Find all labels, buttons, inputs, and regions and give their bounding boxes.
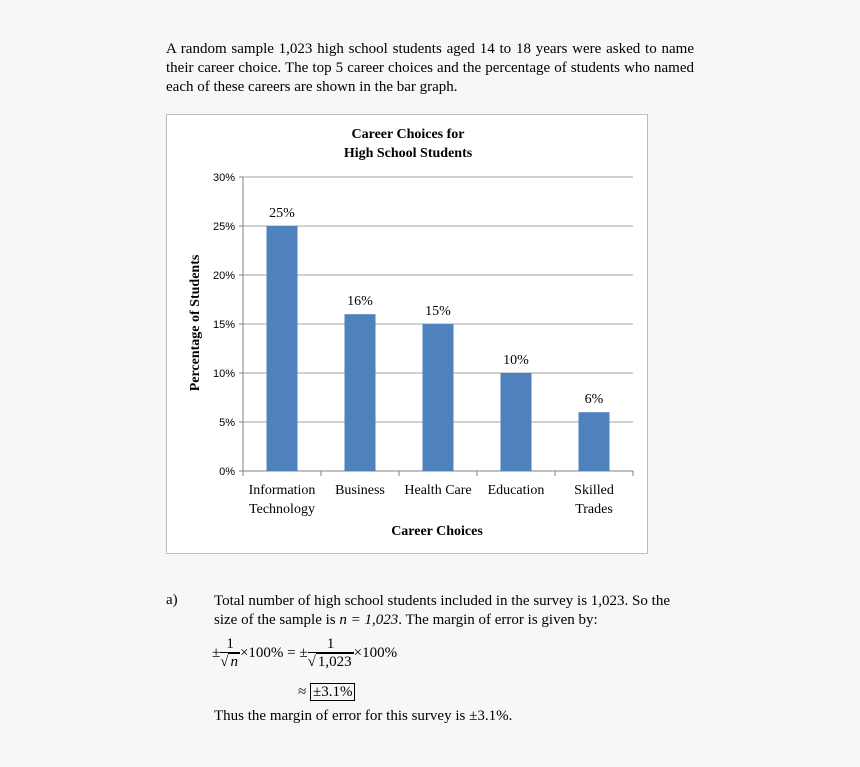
y-tick-label: 10% [212,368,235,380]
conclusion-text: Thus the margin of error for this survey is [214,708,466,724]
y-tick-label: 15% [212,319,235,331]
times-100: ×100% [353,644,398,661]
data-label: 10% [503,353,529,368]
x-tick-label: Education [487,483,545,498]
approx-sign: ≈ [298,684,307,700]
denominator: √ n [220,654,238,670]
bar [423,324,454,471]
denominator: √ 1,023 [307,654,352,670]
conclusion-period: . [508,708,513,724]
numerator: 1 [308,636,354,653]
bar [501,373,532,471]
y-tick-label: 0% [219,466,235,478]
bar [267,226,298,471]
bar-chart-frame [166,114,648,554]
margin-formula [212,636,397,671]
y-tick-label: 30% [212,172,235,184]
conclusion [214,708,512,725]
x-tick-label: Information [248,483,316,498]
y-axis-label: Percentage of Students [188,254,203,392]
sample-size: n = 1,023 [339,612,399,628]
x-tick-label: Skilled [574,483,614,498]
x-tick-label: Technology [249,502,315,517]
y-tick-label: 5% [219,417,235,429]
approx-result [298,684,355,701]
data-label: 16% [347,294,373,310]
bar [579,412,610,471]
x-tick-label: Trades [575,502,613,517]
x-tick-label: Business [335,483,385,498]
y-tick-label: 20% [212,270,235,282]
numerator: 1 [220,636,240,653]
plus-minus: ± [212,644,221,661]
sqrt-1023: 1,023 [317,654,352,670]
times-100-equals: ×100% = ± [239,644,308,661]
x-axis-label: Career Choices [391,524,483,539]
fraction-sqrt-1023 [308,636,354,671]
chart-title-line: High School Students [343,146,473,161]
solution-sentence: Total number of high school students included in the survey is 1,023. So the size of the sample is [214,593,670,628]
data-label: 6% [584,392,604,408]
sqrt-n: n [230,654,238,670]
data-label: 15% [425,304,451,319]
part-label: a) [166,592,178,608]
bar-chart [167,115,649,555]
y-tick-label: 25% [212,221,235,233]
result-box: ±3.1% [310,683,355,701]
conclusion-value: ±3.1% [469,708,509,724]
fraction-sqrt-n [220,636,240,671]
data-label: 25% [269,206,295,221]
bar [345,314,376,471]
solution-text [214,592,694,630]
intro-paragraph: A random sample 1,023 high school students aged 14 to 18 years were asked to name their career choice. The top 5 career choices and the percentage of students who named each of these careers are shown in the bar graph. [166,41,694,95]
x-tick-label: Health Care [404,483,472,498]
chart-title-line: Career Choices for [351,127,465,142]
solution-sentence-end: . The margin of error is given by: [398,612,598,628]
